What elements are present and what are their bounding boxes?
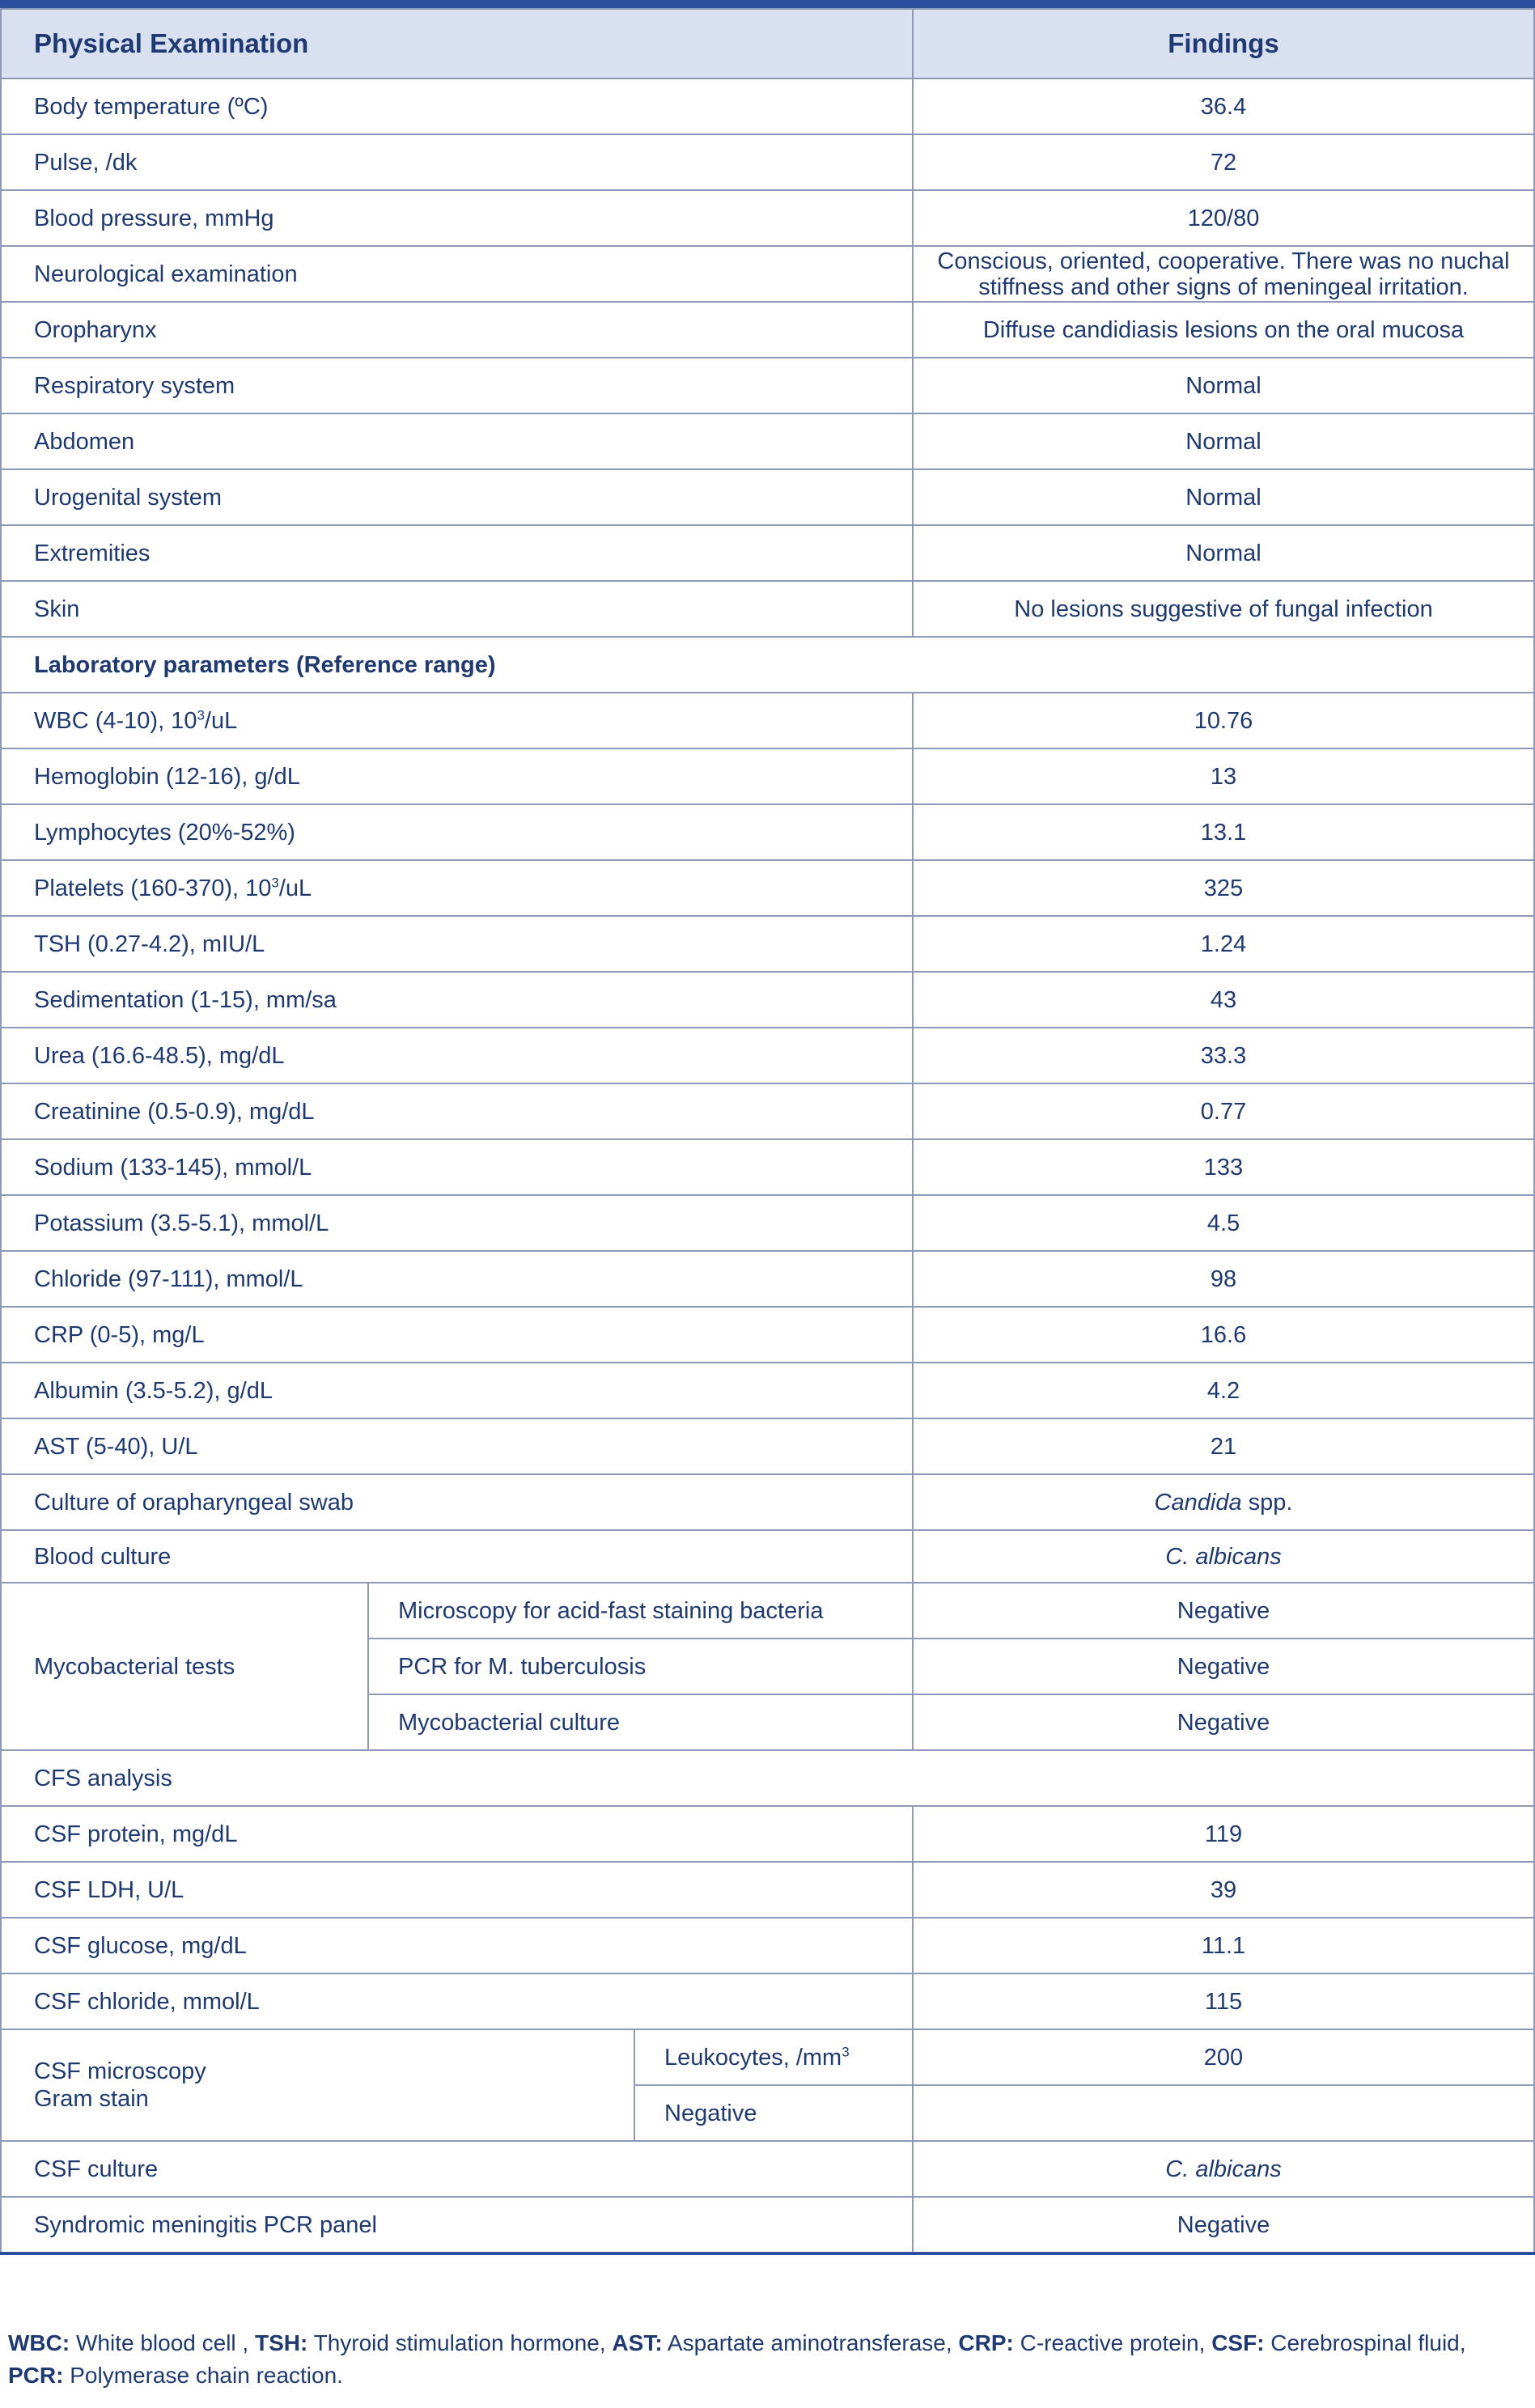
row-label: Sedimentation (1-15), mm/sa xyxy=(1,972,913,1028)
table-row xyxy=(1,78,1534,134)
row-label: Extremities xyxy=(1,525,913,581)
row-label: Culture of orapharyngeal swab xyxy=(1,1474,913,1530)
row-value-empty xyxy=(913,2085,1534,2141)
table-row xyxy=(1,2029,1534,2085)
row-label: CSF protein, mg/dL xyxy=(1,1806,913,1862)
row-value: 115 xyxy=(913,1973,1534,2029)
row-value: 1.24 xyxy=(913,916,1534,972)
row-label: CSF culture xyxy=(1,2141,913,2197)
table-row xyxy=(1,581,1534,637)
row-label: CSF glucose, mg/dL xyxy=(1,1918,913,1973)
row-label: Albumin (3.5-5.2), g/dL xyxy=(1,1363,913,1418)
table-row xyxy=(1,1862,1534,1918)
footnote-text: Cerebrospinal fluid, xyxy=(1264,2330,1466,2355)
footnote-text: Polymerase chain reaction. xyxy=(63,2363,343,2388)
row-label: Skin xyxy=(1,581,913,637)
row-label: Abdomen xyxy=(1,413,913,469)
table-row xyxy=(1,1418,1534,1474)
sub-row-label: Negative xyxy=(634,2085,913,2141)
row-value: 4.2 xyxy=(913,1363,1534,1418)
row-label: Blood culture xyxy=(1,1530,913,1583)
table-row xyxy=(1,1583,1534,1639)
row-label-csf-microscopy: CSF microscopy Gram stain xyxy=(1,2029,634,2141)
footnote-text: C-reactive protein, xyxy=(1013,2330,1212,2355)
row-value: Candida spp. xyxy=(913,1474,1534,1530)
table-row xyxy=(1,1139,1534,1195)
row-label: CSF chloride, mmol/L xyxy=(1,1973,913,2029)
table-row xyxy=(1,1307,1534,1363)
row-label: Neurological examination xyxy=(1,246,913,302)
header-findings: Findings xyxy=(913,9,1534,78)
table-row xyxy=(1,1028,1534,1083)
row-label: AST (5-40), U/L xyxy=(1,1418,913,1474)
footnote-text: Aspartate aminotransferase, xyxy=(662,2330,959,2355)
row-label: Respiratory system xyxy=(1,358,913,413)
row-label: Sodium (133-145), mmol/L xyxy=(1,1139,913,1195)
table-row xyxy=(1,748,1534,804)
row-value: 120/80 xyxy=(913,190,1534,246)
section-row xyxy=(1,637,1534,693)
row-label: Oropharynx xyxy=(1,302,913,358)
row-value: 33.3 xyxy=(913,1028,1534,1083)
clinical-table xyxy=(0,8,1535,2255)
row-label: Platelets (160-370), $10^3/uL$ xyxy=(1,860,913,916)
row-value: 13.1 xyxy=(913,804,1534,860)
table-row xyxy=(1,246,1534,302)
row-value: 11.1 xyxy=(913,1918,1534,1973)
row-label: Chloride (97-111), mmol/L xyxy=(1,1251,913,1307)
row-value: 21 xyxy=(913,1418,1534,1474)
table-row xyxy=(1,804,1534,860)
row-value: Normal xyxy=(913,358,1534,413)
table-row xyxy=(1,1251,1534,1307)
table-row xyxy=(1,1474,1534,1530)
row-value: 72 xyxy=(913,134,1534,190)
table-row xyxy=(1,1083,1534,1139)
header-physical-examination: Physical Examination xyxy=(1,9,913,78)
row-value: 39 xyxy=(913,1862,1534,1918)
row-label: Syndromic meningitis PCR panel xyxy=(1,2197,913,2253)
row-value: C. albicans xyxy=(913,2141,1534,2197)
section-heading-cfs: CFS analysis xyxy=(1,1750,1534,1806)
row-label: Hemoglobin (12-16), g/dL xyxy=(1,748,913,804)
table-row xyxy=(1,1195,1534,1251)
table-row xyxy=(1,469,1534,525)
sub-row-label: Microscopy for acid-fast staining bacteria xyxy=(368,1583,913,1639)
row-value: Normal xyxy=(913,413,1534,469)
footnote-abbr: CRP: xyxy=(958,2330,1014,2355)
footnote-abbr: CSF: xyxy=(1211,2330,1265,2355)
row-value: 98 xyxy=(913,1251,1534,1307)
section-heading-lab: Laboratory parameters (Reference range) xyxy=(1,637,1534,693)
table-row xyxy=(1,860,1534,916)
table-row xyxy=(1,972,1534,1028)
table-row xyxy=(1,916,1534,972)
footnote-text: White blood cell , xyxy=(70,2330,255,2355)
row-value: 10.76 xyxy=(913,693,1534,748)
row-label: Potassium (3.5-5.1), mmol/L xyxy=(1,1195,913,1251)
table-row xyxy=(1,358,1534,413)
row-value: Negative xyxy=(913,1639,1534,1694)
footnote-text: Thyroid stimulation hormone, xyxy=(307,2330,613,2355)
sub-row-label: Leukocytes, $/mm^3$ xyxy=(634,2029,913,2085)
row-value: 119 xyxy=(913,1806,1534,1862)
row-label: Lymphocytes (20%-52%) xyxy=(1,804,913,860)
value-line: Conscious, oriented, cooperative. There was no nuchal xyxy=(937,248,1510,274)
row-label: Creatinine (0.5-0.9), mg/dL xyxy=(1,1083,913,1139)
row-value: 325 xyxy=(913,860,1534,916)
row-value xyxy=(913,246,1534,302)
row-value: 43 xyxy=(913,972,1534,1028)
table-footnote xyxy=(8,2327,1521,2392)
table-row xyxy=(1,1530,1534,1583)
row-value: 4.5 xyxy=(913,1195,1534,1251)
row-label: CRP (0-5), mg/L xyxy=(1,1307,913,1363)
row-value: Diffuse candidiasis lesions on the oral mucosa xyxy=(913,302,1534,358)
row-label: Urogenital system xyxy=(1,469,913,525)
footnote-abbr: WBC: xyxy=(8,2330,70,2355)
table-row xyxy=(1,1918,1534,1973)
table-row xyxy=(1,1363,1534,1418)
row-value: Negative xyxy=(913,1694,1534,1750)
table-row xyxy=(1,525,1534,581)
row-value: No lesions suggestive of fungal infection xyxy=(913,581,1534,637)
table-row xyxy=(1,302,1534,358)
row-label: Body temperature (ºC) xyxy=(1,78,913,134)
value-line: stiffness and other signs of meningeal irritation. xyxy=(978,273,1469,300)
table-row xyxy=(1,2141,1534,2197)
row-label: TSH (0.27-4.2), mIU/L xyxy=(1,916,913,972)
row-label: Blood pressure, mmHg xyxy=(1,190,913,246)
row-label: WBC (4-10), $10^3/uL$ xyxy=(1,693,913,748)
header-row xyxy=(1,9,1534,78)
row-value: 0.77 xyxy=(913,1083,1534,1139)
row-label-mycobacterial: Mycobacterial tests xyxy=(1,1583,368,1750)
sub-row-label: PCR for M. tuberculosis xyxy=(368,1639,913,1694)
row-value: 13 xyxy=(913,748,1534,804)
row-value: Normal xyxy=(913,525,1534,581)
row-label: Pulse, /dk xyxy=(1,134,913,190)
table-row xyxy=(1,190,1534,246)
footnote-abbr: TSH: xyxy=(254,2330,308,2355)
table-row xyxy=(1,413,1534,469)
table-row xyxy=(1,693,1534,748)
table-row xyxy=(1,134,1534,190)
row-value: C. albicans xyxy=(913,1530,1534,1583)
row-value: Normal xyxy=(913,469,1534,525)
section-row xyxy=(1,1750,1534,1806)
sub-row-label: Mycobacterial culture xyxy=(368,1694,913,1750)
row-value: Negative xyxy=(913,1583,1534,1639)
table-row xyxy=(1,1973,1534,2029)
row-value: 16.6 xyxy=(913,1307,1534,1363)
footnote-abbr: PCR: xyxy=(8,2363,64,2388)
row-value: 36.4 xyxy=(913,78,1534,134)
top-rule xyxy=(0,0,1535,8)
table-row xyxy=(1,2197,1534,2253)
table-row xyxy=(1,1806,1534,1862)
row-label: Urea (16.6-48.5), mg/dL xyxy=(1,1028,913,1083)
row-value: 133 xyxy=(913,1139,1534,1195)
row-label: CSF LDH, U/L xyxy=(1,1862,913,1918)
row-value: Negative xyxy=(913,2197,1534,2253)
footnote-abbr: AST: xyxy=(612,2330,663,2355)
row-value: 200 xyxy=(913,2029,1534,2085)
